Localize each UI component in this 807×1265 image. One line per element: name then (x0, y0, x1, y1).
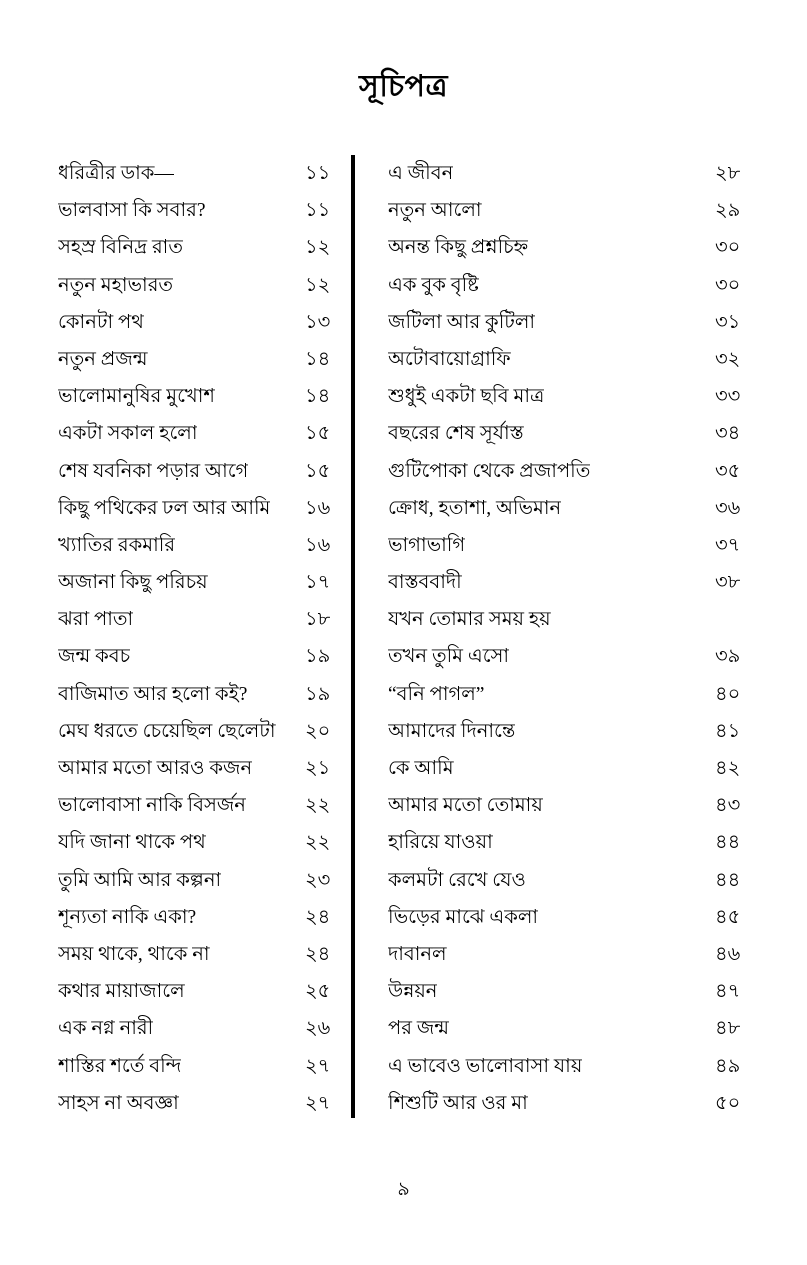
toc-entry-title: ভিড়ের মাঝে একলা (388, 906, 539, 928)
toc-entry-page: ৩৩ (715, 386, 741, 408)
toc-entry-page: ৩৫ (715, 460, 741, 482)
toc-entry-title: নতুন প্রজন্ম (58, 348, 148, 370)
toc-entry-page: ১২ (305, 274, 331, 296)
toc-entry[interactable] (388, 638, 755, 675)
toc-entry[interactable] (388, 304, 755, 341)
toc-entry-page: ৩৬ (715, 497, 741, 519)
toc-entry[interactable] (388, 973, 755, 1010)
toc-entry-title: শূন্যতা নাকি একা? (58, 906, 197, 928)
toc-entry-page: ৩৮ (715, 572, 741, 594)
toc-entry-title: মেঘ ধরতে চেয়েছিল ছেলেটা (58, 720, 276, 742)
toc-entry-page: ৪৭ (715, 981, 741, 1003)
toc-entry[interactable] (388, 378, 755, 415)
toc-entry-title: দাবানল (388, 943, 447, 965)
toc-entry-title: ভাগাভাগি (388, 534, 466, 556)
toc-entry-page: ৪৪ (715, 869, 741, 891)
toc-entry[interactable] (388, 415, 755, 452)
toc-entry-title: বছরের শেষ সূর্যাস্ত (388, 423, 524, 445)
toc-entry-page: ১২ (305, 237, 331, 259)
toc-entry-title: নতুন আলো (388, 200, 482, 222)
toc-entry[interactable] (58, 490, 345, 527)
toc-entry[interactable] (388, 341, 755, 378)
toc-entry-page: ২৫ (305, 981, 331, 1003)
toc-entry-page: ১৪ (305, 386, 331, 408)
toc-entry-page: ১১ (305, 200, 331, 222)
toc-entry[interactable] (58, 341, 345, 378)
toc-entry-title: ভালবাসা কি সবার? (58, 200, 206, 222)
toc-entry-title: কলমটা রেখে যেও (388, 869, 526, 891)
toc-entry[interactable] (58, 155, 345, 192)
toc-entry[interactable] (58, 713, 345, 750)
toc-entry-page: ৩৪ (715, 423, 741, 445)
toc-entry-title: ভালোমানুষির মুখোশ (58, 386, 215, 408)
toc-entry-title: খ্যাতির রকমারি (58, 534, 176, 556)
toc-entry[interactable] (388, 155, 755, 192)
toc-entry-title: কিছু পথিকের ঢল আর আমি (58, 497, 271, 519)
toc-entry-title: তখন তুমি এসো (388, 646, 510, 668)
toc-entry[interactable] (58, 862, 345, 899)
toc-entry[interactable] (388, 453, 755, 490)
toc-entry-title: গুটিপোকা থেকে প্রজাপতি (388, 460, 591, 482)
toc-entry-page: ১৬ (305, 497, 331, 519)
toc-entry[interactable] (388, 1010, 755, 1047)
toc-entry-page: ৪৬ (715, 943, 741, 965)
toc-entry-title: ঝরা পাতা (58, 609, 134, 631)
toc-entry-page: ১৫ (305, 460, 331, 482)
toc-entry[interactable] (388, 862, 755, 899)
toc-entry-title: যখন তোমার সময় হয় (388, 609, 551, 631)
toc-entry[interactable] (58, 1085, 345, 1122)
toc-entry[interactable] (58, 750, 345, 787)
toc-entry-title: হারিয়ে যাওয়া (388, 832, 493, 854)
toc-entry-title: কে আমি (388, 758, 454, 779)
toc-entry-title: অজানা কিছু পরিচয় (58, 572, 208, 594)
toc-entry-page: ৩১ (715, 311, 741, 333)
toc-entry-title: ভালোবাসা নাকি বিসর্জন (58, 795, 246, 817)
toc-entry-page: ২৩ (305, 869, 331, 891)
toc-entry-page: ৩০ (715, 237, 741, 259)
toc-entry-page: ২২ (305, 795, 331, 817)
toc-entry-title: ক্রোধ, হতাশা, অভিমান (388, 497, 562, 519)
toc-entry-title: এ জীবন (388, 163, 454, 184)
toc-entry-page: ১৮ (305, 609, 331, 631)
toc-entry-title: বাস্তববাদী (388, 572, 462, 594)
toc-entry[interactable] (58, 787, 345, 824)
toc-entry[interactable] (58, 973, 345, 1010)
toc-entry-page: ৪১ (715, 720, 741, 742)
toc-entry-title: জন্ম কবচ (58, 646, 131, 668)
toc-entry-title: এ ভাবেও ভালোবাসা যায় (388, 1055, 583, 1077)
toc-entry[interactable] (58, 304, 345, 341)
toc-entry[interactable] (388, 229, 755, 266)
toc-entry-page: ১৭ (305, 572, 331, 594)
toc-entry[interactable] (388, 1048, 755, 1085)
toc-entry[interactable] (388, 899, 755, 936)
toc-entry[interactable] (388, 527, 755, 564)
toc-entry[interactable] (58, 453, 345, 490)
toc-entry-page: ১৯ (305, 683, 331, 705)
toc-entry-title: “বনি পাগল” (388, 683, 485, 705)
toc-entry-page: ৪০ (715, 683, 741, 705)
toc-entry-title: সহস্র বিনিদ্র রাত (58, 237, 183, 259)
page-folio: ৯ (397, 1179, 410, 1200)
toc-entry[interactable] (388, 713, 755, 750)
toc-entry[interactable] (58, 676, 345, 713)
toc-entry-page: ২৪ (305, 943, 331, 965)
toc-entry[interactable] (58, 378, 345, 415)
toc-entry[interactable] (388, 824, 755, 861)
toc-entry-title: উন্নয়ন (388, 981, 438, 1003)
toc-entry-page: ১৬ (305, 534, 331, 556)
toc-entry[interactable] (58, 824, 345, 861)
toc-entry-page: ১৩ (305, 311, 331, 333)
toc-entry[interactable] (58, 601, 345, 638)
toc-entry[interactable] (388, 267, 755, 304)
toc-entry[interactable] (388, 564, 755, 601)
toc-entry-title: আমার মতো তোমায় (388, 795, 543, 817)
toc-entry-title: অটোবায়োগ্রাফি (388, 348, 511, 370)
toc-entry-page: ৪২ (715, 758, 741, 779)
toc-entry[interactable] (388, 750, 755, 787)
toc-entry[interactable] (58, 638, 345, 675)
page-title: সূচিপত্র (359, 70, 448, 103)
toc-entry-title: তুমি আমি আর কল্পনা (58, 869, 222, 891)
toc-entry-title: কথার মায়াজালে (58, 981, 185, 1003)
toc-entry-page: ১৫ (305, 423, 331, 445)
toc-entry-page: ৪৪ (715, 832, 741, 854)
toc-entry[interactable] (388, 192, 755, 229)
toc-entry-title: বাজিমাত আর হলো কই? (58, 683, 248, 705)
toc-entry-title: শুধুই একটা ছবি মাত্র (388, 386, 545, 408)
toc-entry[interactable] (58, 564, 345, 601)
toc-entry[interactable] (58, 936, 345, 973)
toc-entry-title: সময় থাকে, থাকে না (58, 943, 210, 965)
toc-entry[interactable] (58, 229, 345, 266)
toc-entry[interactable] (388, 787, 755, 824)
toc-column-right (355, 155, 755, 1122)
toc-entry[interactable] (58, 192, 345, 229)
toc-entry-page: ৩২ (715, 348, 741, 370)
toc-entry-page: ২৬ (305, 1018, 331, 1040)
toc-entry[interactable] (58, 899, 345, 936)
toc-entry-page: ২০ (305, 720, 331, 742)
toc-entry[interactable] (388, 1085, 755, 1122)
toc-entry-title: শিশুটি আর ওর মা (388, 1092, 528, 1114)
toc-entry-page: ২৯ (715, 200, 741, 222)
toc-entry-title: শাস্তির শর্তে বন্দি (58, 1055, 182, 1077)
toc-entry-page: ৫০ (715, 1092, 741, 1114)
toc-entry-title: কোনটা পথ (58, 311, 144, 333)
toc-entry[interactable] (388, 601, 755, 638)
toc-entry[interactable] (388, 936, 755, 973)
toc-entry-page: ৩৯ (715, 646, 741, 668)
toc-entry-title: যদি জানা থাকে পথ (58, 832, 206, 854)
toc-entry-page: ২১ (305, 758, 331, 779)
toc-entry-page: ২৭ (305, 1055, 331, 1077)
toc-entry-title: পর জন্ম (388, 1018, 450, 1040)
toc-entry-title: জটিলা আর কুটিলা (388, 311, 536, 333)
toc-entry-page: ২৭ (305, 1092, 331, 1114)
toc-entry-title: নতুন মহাভারত (58, 274, 174, 296)
toc-entry-page: ১৯ (305, 646, 331, 668)
toc-entry-title: এক বুক বৃষ্টি (388, 274, 479, 296)
toc-entry-page: ১৪ (305, 348, 331, 370)
toc-column-left (0, 155, 345, 1122)
toc-entry-title: আমার মতো আরও কজন (58, 758, 253, 779)
toc-entry-page: ২২ (305, 832, 331, 854)
toc-entry[interactable] (58, 267, 345, 304)
toc-entry-title: এক নগ্ন নারী (58, 1018, 154, 1040)
toc-entry[interactable] (58, 1048, 345, 1085)
toc-entry-title: শেষ যবনিকা পড়ার আগে (58, 460, 249, 482)
toc-entry[interactable] (58, 527, 345, 564)
toc-entry-page: ৪৫ (715, 906, 741, 928)
toc-entry[interactable] (388, 676, 755, 713)
toc-entry[interactable] (58, 1010, 345, 1047)
toc-entry-page: ২৮ (715, 163, 741, 184)
toc-entry-title: আমাদের দিনান্তে (388, 720, 516, 742)
toc-entry-title: একটা সকাল হলো (58, 423, 198, 445)
toc-entry[interactable] (58, 415, 345, 452)
toc-entry-title: ধরিত্রীর ডাক— (58, 163, 174, 184)
toc-entry-page: ৪৯ (715, 1055, 741, 1077)
toc-entry-page: ৩৭ (715, 534, 741, 556)
toc-entry-title: অনন্ত কিছু প্রশ্নচিহ্ন (388, 237, 529, 259)
toc-entry[interactable] (388, 490, 755, 527)
toc-entry-page: ২৪ (305, 906, 331, 928)
toc-columns (0, 155, 807, 1122)
toc-entry-page: ৪৮ (715, 1018, 741, 1040)
toc-entry-page: ১১ (305, 163, 331, 184)
toc-entry-title: সাহস না অবজ্ঞা (58, 1092, 179, 1114)
toc-entry-page: ৩০ (715, 274, 741, 296)
toc-entry-page: ৪৩ (715, 795, 741, 817)
